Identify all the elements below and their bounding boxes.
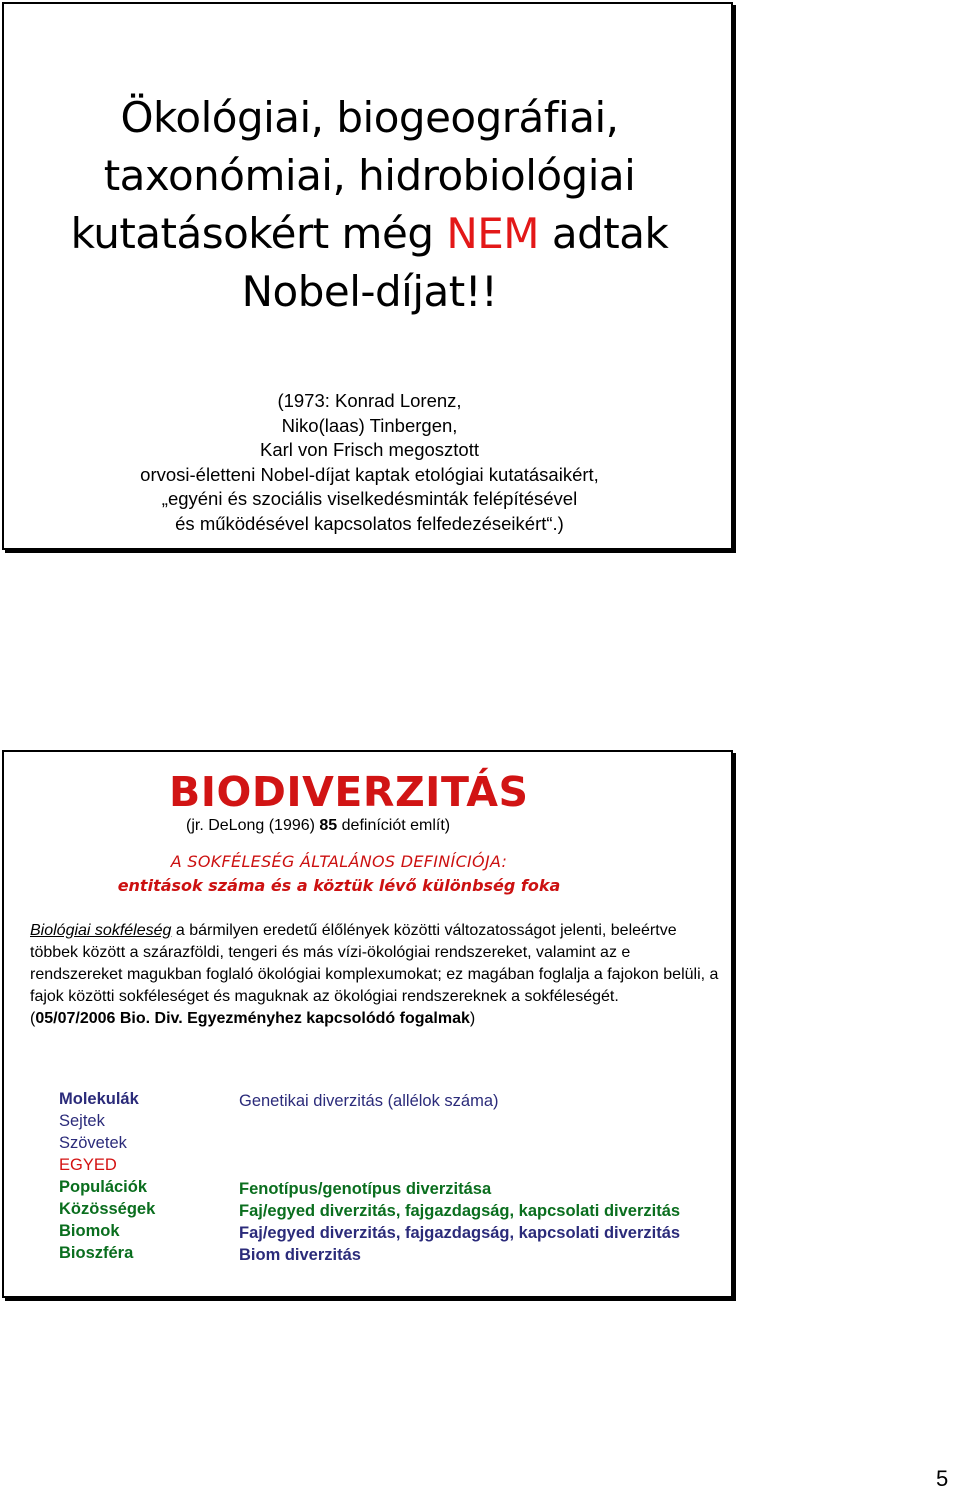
slide-biodiversity	[2, 750, 733, 1298]
delong-note	[186, 817, 450, 835]
source-open: (	[30, 1010, 36, 1027]
title-line-3-a: kutatásokért még	[70, 209, 447, 258]
diversity-item	[239, 1156, 680, 1178]
slide-title: BIODIVERZITÁS	[169, 768, 529, 816]
diversity-item	[239, 1134, 680, 1156]
biodiversity-paragraph	[30, 920, 720, 1030]
source-close: )	[469, 1010, 476, 1027]
note-line: Niko(laas) Tinbergen,	[281, 414, 458, 436]
organization-levels-list	[59, 1088, 155, 1264]
title-line-3	[4, 205, 735, 263]
diversity-item: Faj/egyed diverzitás, fajgazdagság, kapcsolati diverzitás	[239, 1202, 681, 1220]
diversity-item: Fenotípus/genotípus diverzitása	[239, 1180, 492, 1198]
level-item: Populációk	[59, 1178, 148, 1196]
nobel-note	[4, 389, 735, 536]
slide-nobel	[2, 2, 733, 550]
title-line-2: taxonómiai, hidrobiológiai	[103, 151, 636, 200]
slide-title	[4, 89, 735, 321]
delong-suffix: definíciót említ)	[337, 817, 451, 834]
level-item: Sejtek	[59, 1112, 105, 1130]
diversity-item: Biom diverzitás	[239, 1246, 361, 1264]
diversity-item: Faj/egyed diverzitás, fajgazdagság, kapcsolati diverzitás	[239, 1224, 681, 1242]
note-line: „egyéni és szociális viselkedésminták felépítésével	[161, 488, 578, 509]
diversity-item: Genetikai diverzitás (allélok száma)	[239, 1092, 499, 1110]
note-line: és működésével kapcsolatos felfedezéseikért“.)	[175, 512, 564, 534]
paragraph-body: a bármilyen eredetű élőlények közötti változatosságot jelenti, beleértve többek között a szárazföldi, tengeri és más vízi-ökológiai rendszereket, valamint az e rendszereket magukban foglaló ökológiai komplexumokat; ez magában foglalja a fajokon belüli, a fajok közötti sokféleséget és maguknak az ökológiai rendszereknek a sokféleségét.	[30, 922, 719, 1005]
term-biological-diversity: Biológiai sokféleség	[30, 922, 172, 939]
definition-count: 85	[319, 817, 338, 834]
title-highlight-nem: NEM	[446, 209, 540, 258]
definition-text: entitások száma és a köztük lévő különbség foka	[117, 876, 561, 895]
delong-prefix: (jr. DeLong (1996)	[186, 817, 320, 834]
note-line: (1973: Konrad Lorenz,	[277, 390, 462, 411]
page-number: 5	[936, 1466, 949, 1491]
level-item: Közösségek	[59, 1200, 156, 1218]
title-line-1: Ökológiai, biogeográfiai,	[120, 93, 619, 142]
general-definition	[4, 850, 674, 898]
level-item: Biomok	[59, 1222, 120, 1240]
diversity-item	[239, 1112, 680, 1134]
definition-heading: A SOKFÉLESÉG ÁLTALÁNOS DEFINÍCIÓJA:	[170, 852, 508, 871]
source-reference: 05/07/2006 Bio. Div. Egyezményhez kapcsolódó fogalmak	[35, 1010, 470, 1027]
note-line: orvosi-életteni Nobel-díjat kaptak etológiai kutatásaikért,	[140, 463, 599, 485]
title-line-4: Nobel-díjat!!	[241, 267, 498, 316]
diversity-types-list	[239, 1090, 680, 1266]
level-item: Bioszféra	[59, 1244, 134, 1262]
level-item: Molekulák	[59, 1090, 139, 1108]
level-item: EGYED	[59, 1156, 117, 1174]
level-item: Szövetek	[59, 1134, 127, 1152]
note-line: Karl von Frisch megosztott	[260, 439, 479, 460]
title-line-3-b: adtak	[539, 209, 669, 258]
